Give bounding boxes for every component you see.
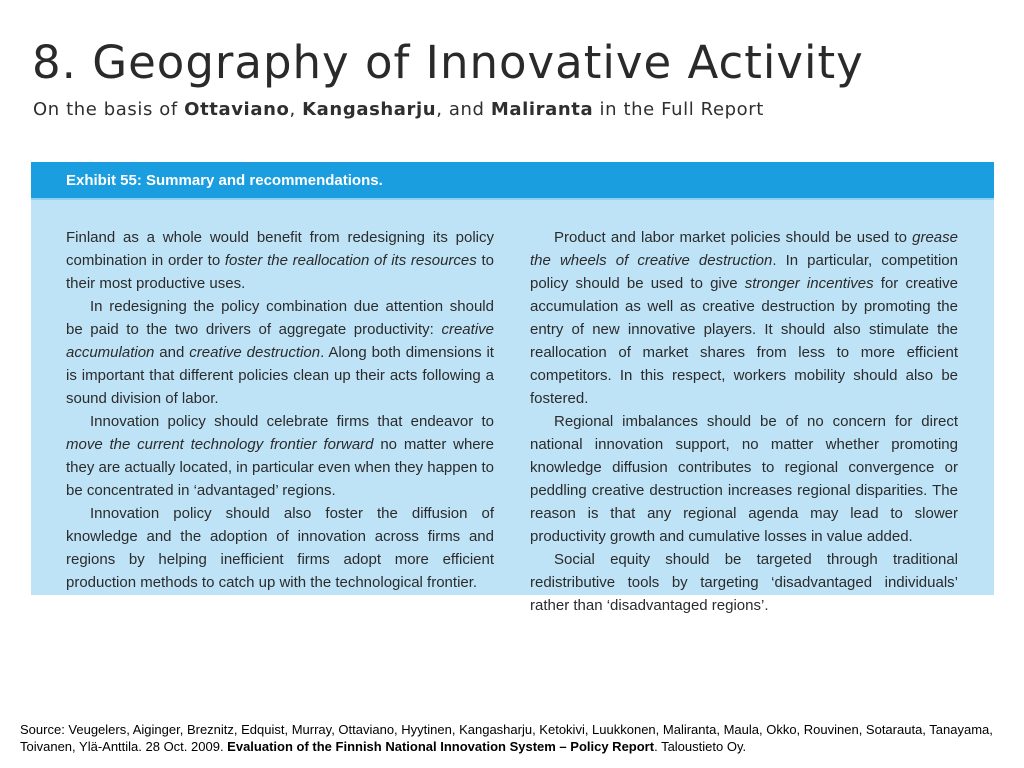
source-report-title: Evaluation of the Finnish National Innovation System – Policy Report	[227, 739, 655, 754]
subtitle-author-ottaviano: Ottaviano	[184, 99, 290, 120]
paragraph-text: Innovation policy should celebrate firms that endeavor to	[90, 413, 494, 430]
paragraph	[66, 502, 494, 594]
paragraph	[66, 295, 494, 410]
paragraph-emphasis: creative accumulation	[66, 321, 494, 361]
paragraph-emphasis: stronger incentives	[744, 275, 874, 292]
paragraph-emphasis: grease the wheels of creative destruction	[530, 229, 958, 269]
slide-subtitle	[33, 99, 764, 120]
exhibit-header: Exhibit 55: Summary and recommendations.	[31, 162, 994, 200]
paragraph	[66, 226, 494, 295]
paragraph-text: In redesigning the policy combination due attention should be paid to the two drivers of aggregate productivity:	[66, 298, 494, 338]
paragraph-text: Finland as a whole would benefit from redesigning its policy combination in order to	[66, 229, 494, 269]
paragraph-text: Social equity should be targeted through traditional redistributive tools by targeting ‘disadvantaged individuals’ rather than ‘disadvantaged regions’.	[530, 551, 958, 614]
subtitle-separator: , and	[436, 99, 491, 120]
paragraph-text: Innovation policy should also foster the diffusion of knowledge and the adoption of innovation across firms and regions by helping inefficient firms adopt more efficient production methods to catch up with the technological frontier.	[66, 505, 494, 591]
paragraph-text: Regional imbalances should be of no concern for direct national innovation support, no matter whether promoting knowledge diffusion contributes to regional convergence or peddling creative destruction increases regional disparities. The reason is that any regional agenda may lead to slower productivity growth and cumulative losses in value added.	[530, 413, 958, 545]
source-citation	[20, 721, 1010, 755]
paragraph-text: no matter where they are actually located, in particular even when they happen to be concentrated in ‘advantaged’ regions.	[66, 436, 494, 499]
exhibit-right-column	[530, 226, 958, 617]
exhibit-left-column	[66, 226, 494, 594]
subtitle-prefix: On the basis of	[33, 99, 185, 120]
paragraph-emphasis: creative destruction	[189, 344, 321, 361]
paragraph	[66, 410, 494, 502]
exhibit-panel	[31, 162, 994, 614]
paragraph-text: for creative accumulation as well as creative destruction by promoting the entry of new innovative players. It should also stimulate the reallocation of market shares from less to more efficient competitors. In this respect, workers mobility should also be fostered.	[530, 275, 958, 407]
paragraph	[530, 548, 958, 617]
paragraph-emphasis: move the current technology frontier forward	[66, 436, 374, 453]
paragraph-text: . In particular, competition policy should be used to give	[530, 252, 958, 292]
subtitle-author-maliranta: Maliranta	[490, 99, 594, 120]
subtitle-author-kangasharju: Kangasharju	[302, 99, 437, 120]
paragraph-text: . Along both dimensions it is important that different policies clean up their acts following a sound division of labor.	[66, 344, 494, 407]
paragraph-text: Product and labor market policies should be used to	[554, 229, 913, 246]
subtitle-separator: ,	[289, 99, 303, 120]
paragraph	[530, 410, 958, 548]
source-publisher: . Taloustieto Oy.	[654, 739, 747, 754]
source-text: Source: Veugelers, Aiginger, Breznitz, Edquist, Murray, Ottaviano, Hyytinen, Kangasharju, Ketokivi, Luukkonen, Maliranta, Maula, Okko, Rouvinen, Sotarauta, Tanayama, Toivanen, Ylä-Anttila. 28 Oct. 2009.	[20, 722, 993, 754]
paragraph-text: to their most productive uses.	[66, 252, 494, 292]
subtitle-suffix: in the Full Report	[593, 99, 764, 120]
paragraph-text: and	[154, 344, 190, 361]
paragraph-emphasis: foster the reallocation of its resources	[224, 252, 477, 269]
slide-title: 8. Geography of Innovative Activity	[32, 36, 864, 89]
paragraph	[530, 226, 958, 410]
